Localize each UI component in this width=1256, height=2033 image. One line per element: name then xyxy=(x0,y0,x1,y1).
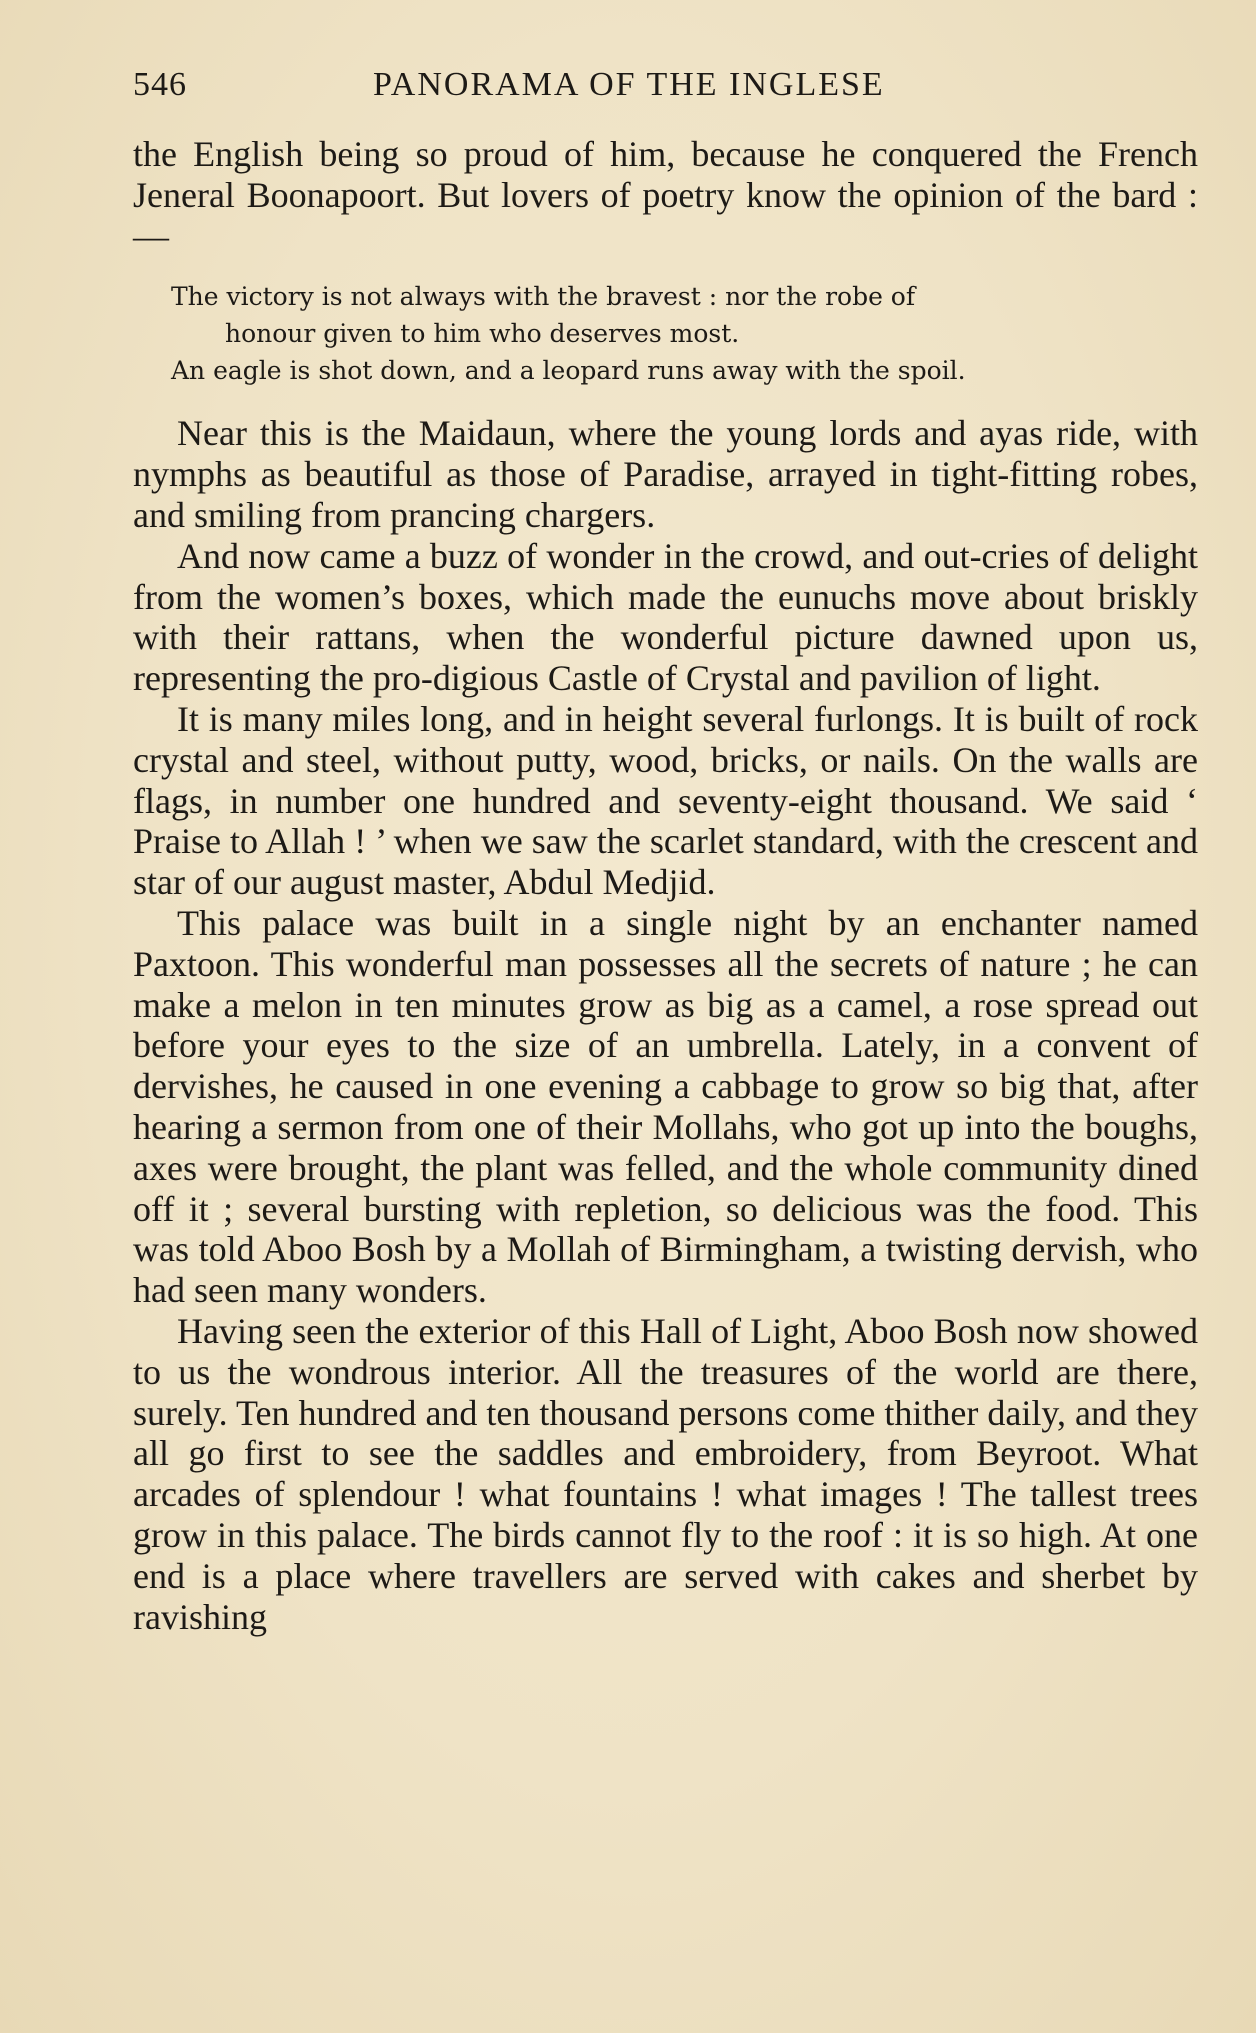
verse-quotation xyxy=(171,278,1198,389)
paragraph-hall-of-light: Having seen the exterior of this Hall of Light, Aboo Bosh now showed to us the wondrous interior. All the treasures of the world are there, surely. Ten hundred and ten thousand persons come thither daily, and they all go first to see the saddles and embroidery, from Beyroot. What arcades of splendour ! what fountains ! what images ! The tallest trees grow in this palace. The birds cannot fly to the roof : it is so high. At one end is a place where travellers are served with cakes and sherbet by ravishing xyxy=(133,1310,1198,1637)
running-title: PANORAMA OF THE INGLESE xyxy=(373,66,885,103)
verse-line: An eagle is shot down, and a leopard runs away with the spoil. xyxy=(171,356,966,386)
opening-paragraph: the English being so proud of him, because he conquered the French Jeneral Boonapoort. But lovers of poetry know the opinion of the bard :— xyxy=(133,134,1198,256)
verse-line: honour given to him who deserves most. xyxy=(225,319,740,349)
paragraph-crystal-castle: And now came a buzz of wonder in the crowd, and out-cries of delight from the women’s boxes, which made the eunuchs move about briskly with their rattans, when the wonderful picture dawned upon us, representing the pro-digious Castle of Crystal and pavilion of light. xyxy=(133,535,1198,699)
verse-line: The victory is not always with the bravest : nor the robe of xyxy=(171,282,916,312)
paragraph-paxtoon: This palace was built in a single night by an enchanter named Paxtoon. This wonderful man possesses all the secrets of nature ; he can make a melon in ten minutes grow as big as a camel, a rose spread out before your eyes to the size of an umbrella. Lately, in a convent of dervishes, he caused in one evening a cabbage to grow so big that, after hearing a sermon from one of their Mollahs, who got up into the boughs, axes were brought, the plant was felled, and the whole community dined off it ; several bursting with repletion, so delicious was the food. This was told Aboo Bosh by a Mollah of Birmingham, a twisting dervish, who had seen many wonders. xyxy=(133,902,1198,1311)
page-number: 546 xyxy=(133,66,187,103)
running-header xyxy=(133,60,1198,116)
paragraph-castle-dimensions: It is many miles long, and in height several furlongs. It is built of rock crystal and steel, without putty, wood, bricks, or nails. On the walls are flags, in number one hundred and seventy-eight thousand. We said ‘ Praise to Allah ! ’ when we saw the scarlet standard, with the crescent and star of our august master, Abdul Medjid. xyxy=(133,698,1198,903)
paragraph-maidaun: Near this is the Maidaun, where the young lords and ayas ride, with nymphs as beautiful as those of Paradise, arrayed in tight-fitting robes, and smiling from prancing chargers. xyxy=(133,413,1198,535)
book-page xyxy=(133,60,1198,1637)
